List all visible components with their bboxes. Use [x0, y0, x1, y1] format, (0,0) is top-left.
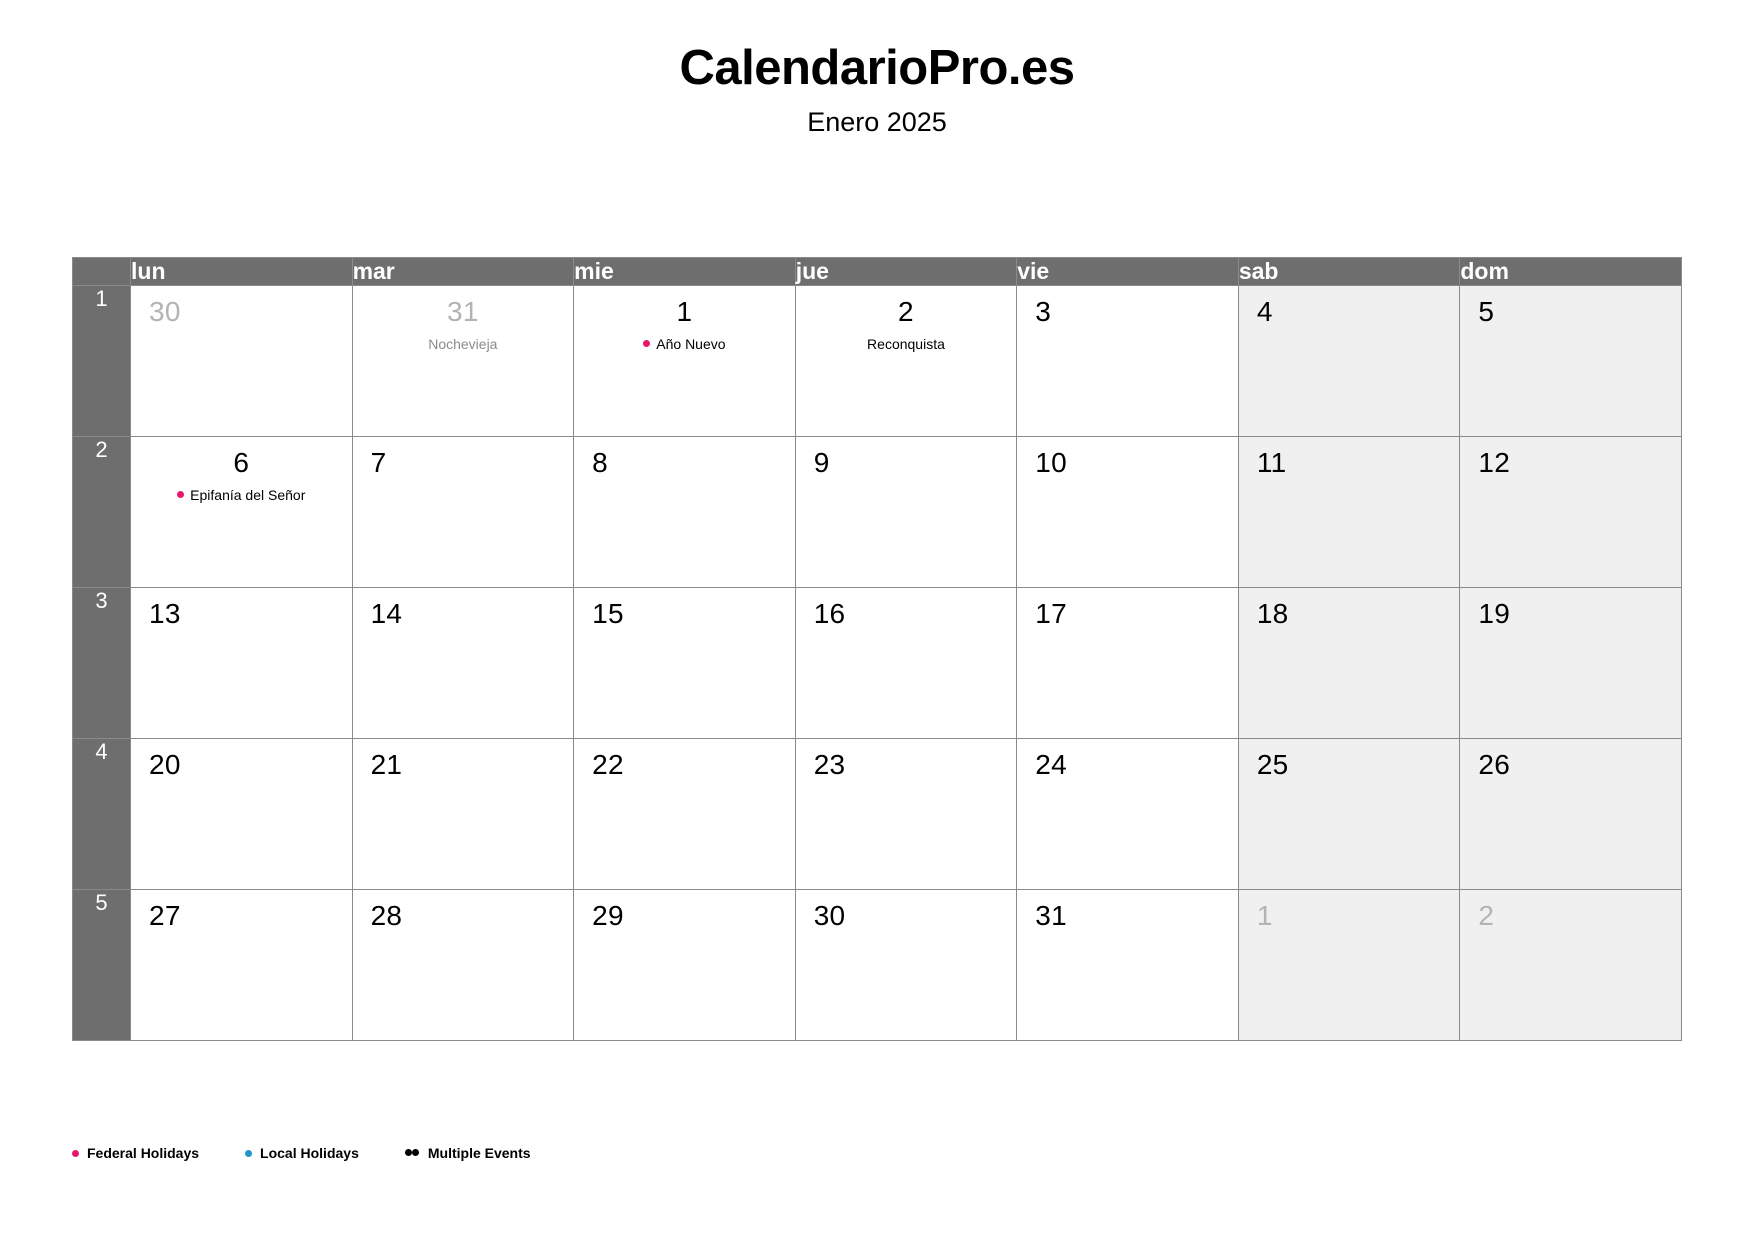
- day-number: 26: [1478, 749, 1511, 780]
- legend-label: Local Holidays: [260, 1145, 359, 1161]
- weekday-header-dom: dom: [1460, 258, 1682, 286]
- day-cell[interactable]: [352, 286, 574, 437]
- day-number: 11: [1256, 447, 1287, 478]
- month-title: Enero 2025: [807, 106, 947, 137]
- calendar-body: [73, 286, 1682, 1041]
- day-number: 13: [149, 598, 181, 629]
- day-number: 2: [898, 296, 914, 327]
- day-number: 29: [592, 900, 624, 931]
- day-cell[interactable]: [1238, 437, 1460, 588]
- day-cell[interactable]: [352, 588, 574, 739]
- weekday-header-jue: jue: [795, 258, 1017, 286]
- day-number: 1: [1256, 900, 1273, 931]
- day-number: 19: [1478, 598, 1511, 629]
- day-number: 4: [1256, 296, 1273, 327]
- event-label: Reconquista: [867, 336, 945, 352]
- day-number: 23: [813, 749, 846, 780]
- day-number: 14: [370, 598, 403, 629]
- event-label: Año Nuevo: [656, 336, 726, 352]
- day-cell[interactable]: [574, 890, 796, 1041]
- day-cell[interactable]: [1460, 890, 1682, 1041]
- local-holiday-dot-icon: [245, 1150, 252, 1157]
- day-number: 18: [1256, 598, 1289, 629]
- day-cell[interactable]: [131, 437, 353, 588]
- week-number: 3: [73, 588, 131, 739]
- day-events: [353, 335, 574, 353]
- calendar-container: [72, 257, 1682, 1041]
- day-cell[interactable]: [574, 286, 796, 437]
- week-number-header: [73, 258, 131, 286]
- day-number: 31: [1035, 900, 1067, 931]
- day-cell[interactable]: [795, 437, 1017, 588]
- day-cell[interactable]: [131, 890, 353, 1041]
- week-number: 1: [73, 286, 131, 437]
- day-cell[interactable]: [352, 437, 574, 588]
- day-number: 21: [370, 749, 403, 780]
- event-item[interactable]: [580, 335, 789, 353]
- day-number: 24: [1035, 749, 1067, 780]
- legend-item-federal: [72, 1145, 199, 1161]
- day-cell[interactable]: [795, 739, 1017, 890]
- page-header: [0, 0, 1754, 138]
- calendar-week-row: [73, 588, 1682, 739]
- day-cell[interactable]: [1017, 286, 1239, 437]
- day-number: 30: [813, 900, 846, 931]
- event-item[interactable]: [137, 486, 346, 504]
- day-number: 12: [1478, 447, 1511, 478]
- event-item[interactable]: [359, 335, 568, 353]
- day-cell[interactable]: [1238, 588, 1460, 739]
- event-item[interactable]: [802, 335, 1011, 353]
- day-cell[interactable]: [352, 739, 574, 890]
- day-cell[interactable]: [131, 588, 353, 739]
- day-cell[interactable]: [131, 286, 353, 437]
- legend: [72, 1145, 577, 1161]
- day-cell[interactable]: [574, 739, 796, 890]
- calendar-week-row: [73, 286, 1682, 437]
- day-number: 30: [149, 296, 181, 327]
- weekday-header-lun: lun: [131, 258, 353, 286]
- calendar-week-row: [73, 437, 1682, 588]
- day-number: 17: [1035, 598, 1067, 629]
- day-cell[interactable]: [352, 890, 574, 1041]
- day-cell[interactable]: [574, 437, 796, 588]
- day-number: 9: [813, 447, 830, 478]
- day-cell[interactable]: [1017, 890, 1239, 1041]
- day-events: [131, 486, 352, 504]
- weekday-header-sab: sab: [1238, 258, 1460, 286]
- legend-item-multi: [405, 1145, 531, 1161]
- day-number: 3: [1035, 296, 1052, 327]
- day-cell[interactable]: [1017, 588, 1239, 739]
- calendar-header-row: [73, 258, 1682, 286]
- day-cell[interactable]: [1017, 437, 1239, 588]
- day-number: 31: [446, 296, 479, 327]
- weekday-header-mie: mie: [574, 258, 796, 286]
- day-cell[interactable]: [1460, 286, 1682, 437]
- day-cell[interactable]: [1238, 890, 1460, 1041]
- day-number: 20: [149, 749, 181, 780]
- weekday-header-vie: vie: [1017, 258, 1239, 286]
- day-cell[interactable]: [1460, 437, 1682, 588]
- event-label: Epifanía del Señor: [190, 487, 306, 503]
- day-number: 16: [813, 598, 846, 629]
- day-number: 25: [1256, 749, 1289, 780]
- calendar-week-row: [73, 739, 1682, 890]
- event-label: Nochevieja: [428, 336, 498, 352]
- day-number: 8: [592, 447, 608, 478]
- legend-item-local: [245, 1145, 359, 1161]
- day-events: [574, 335, 795, 353]
- day-number: 22: [592, 749, 624, 780]
- day-cell[interactable]: [1238, 286, 1460, 437]
- day-cell[interactable]: [795, 286, 1017, 437]
- week-number: 4: [73, 739, 131, 890]
- day-cell[interactable]: [795, 588, 1017, 739]
- day-number: 5: [1478, 296, 1495, 327]
- day-number: 2: [1478, 900, 1495, 931]
- day-cell[interactable]: [795, 890, 1017, 1041]
- legend-label: Multiple Events: [427, 1145, 531, 1161]
- day-number: 1: [676, 296, 693, 327]
- day-cell[interactable]: [1017, 739, 1239, 890]
- calendar-week-row: [73, 890, 1682, 1041]
- site-title: CalendarioPro.es: [679, 41, 1075, 95]
- day-number: 6: [233, 447, 250, 478]
- week-number: 5: [73, 890, 131, 1041]
- week-number: 2: [73, 437, 131, 588]
- day-number: 27: [149, 900, 181, 931]
- day-number: 15: [592, 598, 624, 629]
- weekday-header-mar: mar: [352, 258, 574, 286]
- federal-holiday-dot-icon: [177, 491, 184, 498]
- legend-label: Federal Holidays: [87, 1145, 200, 1161]
- day-number: 28: [370, 900, 403, 931]
- day-cell[interactable]: [1460, 739, 1682, 890]
- day-cell[interactable]: [1460, 588, 1682, 739]
- day-number: 10: [1035, 447, 1067, 478]
- federal-holiday-dot-icon: [72, 1150, 79, 1157]
- day-cell[interactable]: [1238, 739, 1460, 890]
- multiple-events-dots-icon: [405, 1149, 420, 1157]
- day-number: 7: [370, 447, 387, 478]
- day-cell[interactable]: [574, 588, 796, 739]
- calendar-table: [72, 257, 1682, 1041]
- day-events: [796, 335, 1017, 353]
- day-cell[interactable]: [131, 739, 353, 890]
- federal-holiday-dot-icon: [643, 340, 650, 347]
